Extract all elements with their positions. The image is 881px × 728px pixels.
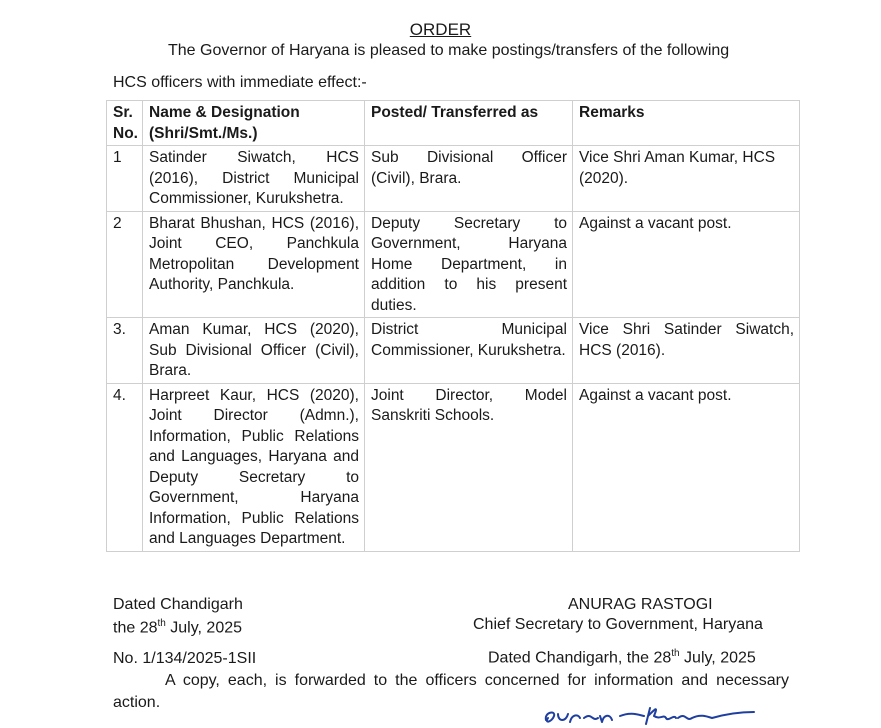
row-remarks: Against a vacant post.: [573, 211, 800, 318]
row-sr: 4.: [107, 383, 143, 551]
table-row: [107, 146, 800, 212]
row-sr: 3.: [107, 318, 143, 384]
dated-place: Dated Chandigarh: [113, 596, 243, 613]
table-row: [107, 211, 800, 318]
row-posted-as: District Municipal Commissioner, Kurukshetra.: [365, 318, 573, 384]
row-sr: 1: [107, 146, 143, 212]
memo-date: Dated Chandigarh, the 28th July, 2025: [488, 648, 756, 667]
signatory-name: ANURAG RASTOGI: [568, 596, 713, 613]
intro-line-2: HCS officers with immediate effect:-: [113, 74, 367, 91]
row-name-designation: Aman Kumar, HCS (2020), Sub Divisional Officer (Civil), Brara.: [143, 318, 365, 384]
row-remarks: Vice Shri Aman Kumar, HCS (2020).: [573, 146, 800, 212]
order-date: the 28th July, 2025: [113, 618, 243, 637]
row-remarks: Vice Shri Satinder Siwatch, HCS (2016).: [573, 318, 800, 384]
copy-forward-text: A copy, each, is forwarded to the officers concerned for information and necessary action.: [113, 672, 789, 711]
order-title: ORDER: [409, 20, 472, 39]
row-posted-as: Joint Director, Model Sanskriti Schools.: [365, 383, 573, 551]
row-posted-as: Deputy Secretary to Government, Haryana Home Department, in addition to his present duties.: [365, 211, 573, 318]
signature-graphic: [540, 700, 760, 728]
row-posted-as: Sub Divisional Officer (Civil), Brara.: [365, 146, 573, 212]
table-header-row: [107, 101, 800, 146]
header-remarks: Remarks: [573, 101, 800, 146]
header-name-designation: Name & Designation (Shri/Smt./Ms.): [143, 101, 365, 146]
memo-number: No. 1/134/2025-1SII: [113, 650, 257, 667]
row-name-designation: Bharat Bhushan, HCS (2016), Joint CEO, Panchkula Metropolitan Development Authority, Panchkula.: [143, 211, 365, 318]
header-posted-transferred: Posted/ Transferred as: [365, 101, 573, 146]
row-name-designation: Harpreet Kaur, HCS (2020), Joint Director (Admn.), Information, Public Relations and Languages, Haryana and Deputy Secretary to Government, Haryana Information, Public Relations and Languages Department.: [143, 383, 365, 551]
signatory-title: Chief Secretary to Government, Haryana: [473, 616, 763, 633]
postings-table: [106, 100, 800, 552]
intro-line-1: The Governor of Haryana is pleased to make postings/transfers of the following: [168, 42, 730, 59]
row-sr: 2: [107, 211, 143, 318]
row-remarks: Against a vacant post.: [573, 383, 800, 551]
table-row: [107, 383, 800, 551]
row-name-designation: Satinder Siwatch, HCS (2016), District Municipal Commissioner, Kurukshetra.: [143, 146, 365, 212]
header-sr-no: Sr. No.: [107, 101, 143, 146]
table-row: [107, 318, 800, 384]
